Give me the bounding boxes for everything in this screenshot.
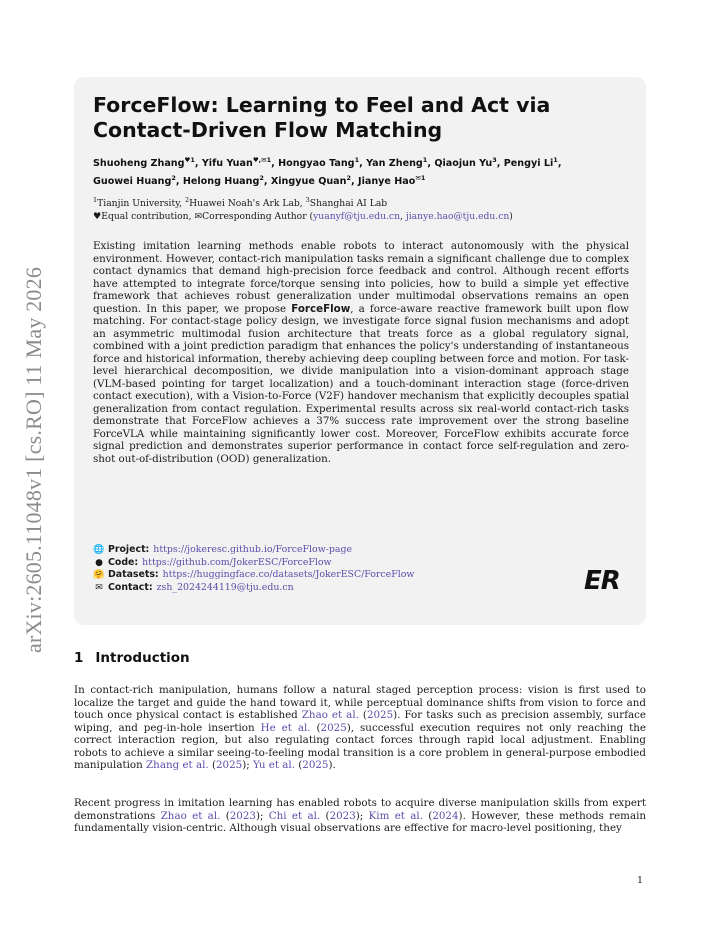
citation-link[interactable]: Kim et al. bbox=[368, 809, 423, 822]
intro-paragraph-1: In contact-rich manipulation, humans follow a natural staged perception process: vision is first used to localize the target and guide the hand toward it, while perceptual dominance shifts from vision to force and touch once physical contact is established Zhao et al. (2025). For tasks such as precision assembly, surface wiping, and peg-in-hole insertion He et al. (2025), successful execution requires not only reaching the correct interaction region, but also regulating contact forces through rapid local adjustment. Enabling robots to achieve a similar seeing-to-feeling modal transition is a core problem in general-purpose embodied manipulation Zhang et al. (2025); Yu et al. (2025). bbox=[74, 684, 647, 771]
huggingface-icon: 🤗 bbox=[93, 570, 105, 580]
author-name: Yifu Yuan bbox=[201, 158, 253, 170]
author-affiliation-mark: 1 bbox=[422, 156, 428, 164]
resource-link-url[interactable]: https://github.com/JokerESC/ForceFlow bbox=[142, 556, 332, 568]
author-name: Pengyi Li bbox=[503, 158, 554, 170]
affiliations bbox=[93, 194, 633, 223]
page-number: 1 bbox=[637, 875, 644, 886]
citation-link[interactable]: 2025 bbox=[302, 759, 329, 771]
author-affiliation-mark: 1 bbox=[354, 156, 360, 164]
arxiv-identifier bbox=[14, 250, 54, 670]
github-icon: ● bbox=[95, 557, 103, 568]
author-name: Guowei Huang bbox=[93, 176, 172, 188]
author-name: Qiaojun Yu bbox=[434, 158, 493, 170]
citation-link[interactable]: Zhao et al. bbox=[301, 709, 359, 721]
citation-link[interactable]: Chi et al. bbox=[268, 809, 321, 822]
author-name: Jianye Hao bbox=[358, 176, 416, 188]
globe-icon: 🌐 bbox=[93, 545, 105, 555]
section-heading bbox=[74, 650, 190, 666]
resource-link-row bbox=[93, 582, 513, 595]
resource-link-row bbox=[93, 569, 513, 582]
resource-link-url[interactable]: https://jokeresc.github.io/ForceFlow-page bbox=[153, 544, 353, 555]
author-list: Shuoheng Zhang$^{♥1}$, Yifu Yuan$^{♥,✉1}$, Hongyao Tang$^1$, Yan Zheng$^1$, Qiaojun Yu$^3$, Pengyi Li$^1$, Guowei Huang$^2$, Helong Huang$^2$, Xingyue Quan$^2$, Jianye Hao$^{✉1}$ bbox=[93, 156, 562, 188]
resource-link-label: Project: bbox=[108, 544, 150, 555]
author-affiliation-mark: ♥1 bbox=[184, 156, 195, 164]
author-name: Shuoheng Zhang bbox=[93, 158, 185, 170]
intro-paragraph-2: Recent progress in imitation learning has enabled robots to acquire diverse manipulation skills from expert demonstrations Zhao et al. (2023); Chi et al. (2023); Kim et al. (2024). However, these methods remain fundamentally vision-centric. Although visual observations are effective for macro-level positioning, they bbox=[74, 797, 647, 834]
resource-link-row bbox=[93, 544, 513, 557]
citation-link[interactable]: 2023 bbox=[229, 809, 256, 822]
citation-link[interactable]: 2023 bbox=[329, 809, 356, 822]
author-name: Helong Huang bbox=[182, 176, 260, 188]
abstract: Existing imitation learning methods enable robots to interact autonomously with the physical environment. However, contact-rich manipulation tasks remain a significant challenge due to complex contact dynamics that demand high-precision force feedback and control. Although recent efforts have attempted to integrate force/torque sensing into policies, how to build a simple yet effective framework that achieves robust generalization under multimodal observations remains an open question. In this paper, we propose ForceFlow, a force-aware reactive framework built upon flow matching. For contact-stage policy design, we investigate force signal fusion mechanisms and adopt an asymmetric multimodal fusion architecture that treats force as a global regulatory signal, combined with a joint prediction paradigm that enhances the policy's understanding of instantaneous force and historical information, thereby achieving deep coupling between force and motion. For task-level hierarchical decomposition, we divide manipulation into a vision-dominant approach stage (VLM-based pointing for target localization) and a touch-dominant interaction stage (force-driven contact execution), with a Vision-to-Force (V2F) handover mechanism that explicitly decouples spatial generalization from contact regulation. Experimental results across six real-world contact-rich tasks demonstrate that ForceFlow achieves a 37% success rate improvement over the strong baseline ForceVLA while maintaining significantly lower cost. Moreover, ForceFlow exhibits accurate force signal prediction and demonstrates superior performance in contact force self-regulation and zero-shot out-of-distribution (OOD) generalization. bbox=[93, 240, 629, 465]
resource-link-url[interactable]: zsh_2024244119@tju.edu.cn bbox=[156, 581, 294, 593]
author-name: Xingyue Quan bbox=[270, 176, 347, 188]
affiliation-line: $^1$Tianjin University, $^2$Huawei Noah's Ark Lab, $^3$Shanghai AI Lab bbox=[93, 196, 388, 210]
author-name: Yan Zheng bbox=[366, 158, 423, 170]
contribution-note: ♥Equal contribution, ✉Corresponding Author (yuanyf@tju.edu.cn, jianye.hao@tju.edu.cn) bbox=[93, 210, 513, 222]
resource-link-row bbox=[93, 557, 513, 570]
method-name: ForceFlow bbox=[291, 302, 351, 315]
corresponding-author-icon: ✉ bbox=[194, 210, 203, 222]
resource-link-url[interactable]: https://huggingface.co/datasets/JokerESC/ForceFlow bbox=[162, 569, 415, 580]
author-name: Hongyao Tang bbox=[278, 158, 355, 170]
resource-link-label: Code: bbox=[108, 556, 139, 568]
resource-link-label: Datasets: bbox=[108, 569, 159, 580]
citation-link[interactable]: 2025 bbox=[320, 721, 347, 734]
er-logo: ER bbox=[584, 566, 620, 596]
author-affiliation-mark: ♥,✉1 bbox=[252, 156, 272, 164]
citation-link[interactable]: 2024 bbox=[432, 809, 459, 822]
resource-links bbox=[93, 544, 513, 594]
email-link-2[interactable]: jianye.hao@tju.edu.cn bbox=[405, 210, 510, 222]
author-affiliation-mark: ✉1 bbox=[415, 174, 426, 183]
resource-link-label: Contact: bbox=[108, 581, 153, 593]
author-affiliation-mark: 1 bbox=[553, 156, 558, 164]
citation-link[interactable]: 2025 bbox=[366, 709, 394, 721]
author-affiliation-mark: 2 bbox=[259, 174, 264, 183]
envelope-icon: ✉ bbox=[95, 582, 103, 593]
author-affiliation-mark: 2 bbox=[346, 174, 352, 183]
citation-link[interactable]: Zhang et al. bbox=[146, 759, 209, 771]
paper-title: ForceFlow: Learning to Feel and Act via Contact-Driven Flow Matching bbox=[93, 93, 551, 142]
citation-link[interactable]: Zhao et al. bbox=[160, 809, 221, 822]
author-affiliation-mark: 2 bbox=[171, 174, 176, 183]
equal-contribution-icon: ♥ bbox=[93, 210, 102, 222]
section-title: Introduction bbox=[95, 650, 190, 666]
citation-link[interactable]: Yu et al. bbox=[252, 759, 295, 771]
citation-link[interactable]: 2025 bbox=[215, 759, 243, 771]
section-number: 1 bbox=[74, 650, 84, 666]
email-link-1[interactable]: yuanyf@tju.edu.cn bbox=[313, 210, 400, 222]
author-affiliation-mark: 3 bbox=[492, 156, 497, 164]
citation-link[interactable]: He et al. bbox=[260, 721, 311, 734]
arxiv-id-text: arXiv:2605.11048v1 [cs.RO] 11 May 2026 bbox=[21, 266, 47, 654]
